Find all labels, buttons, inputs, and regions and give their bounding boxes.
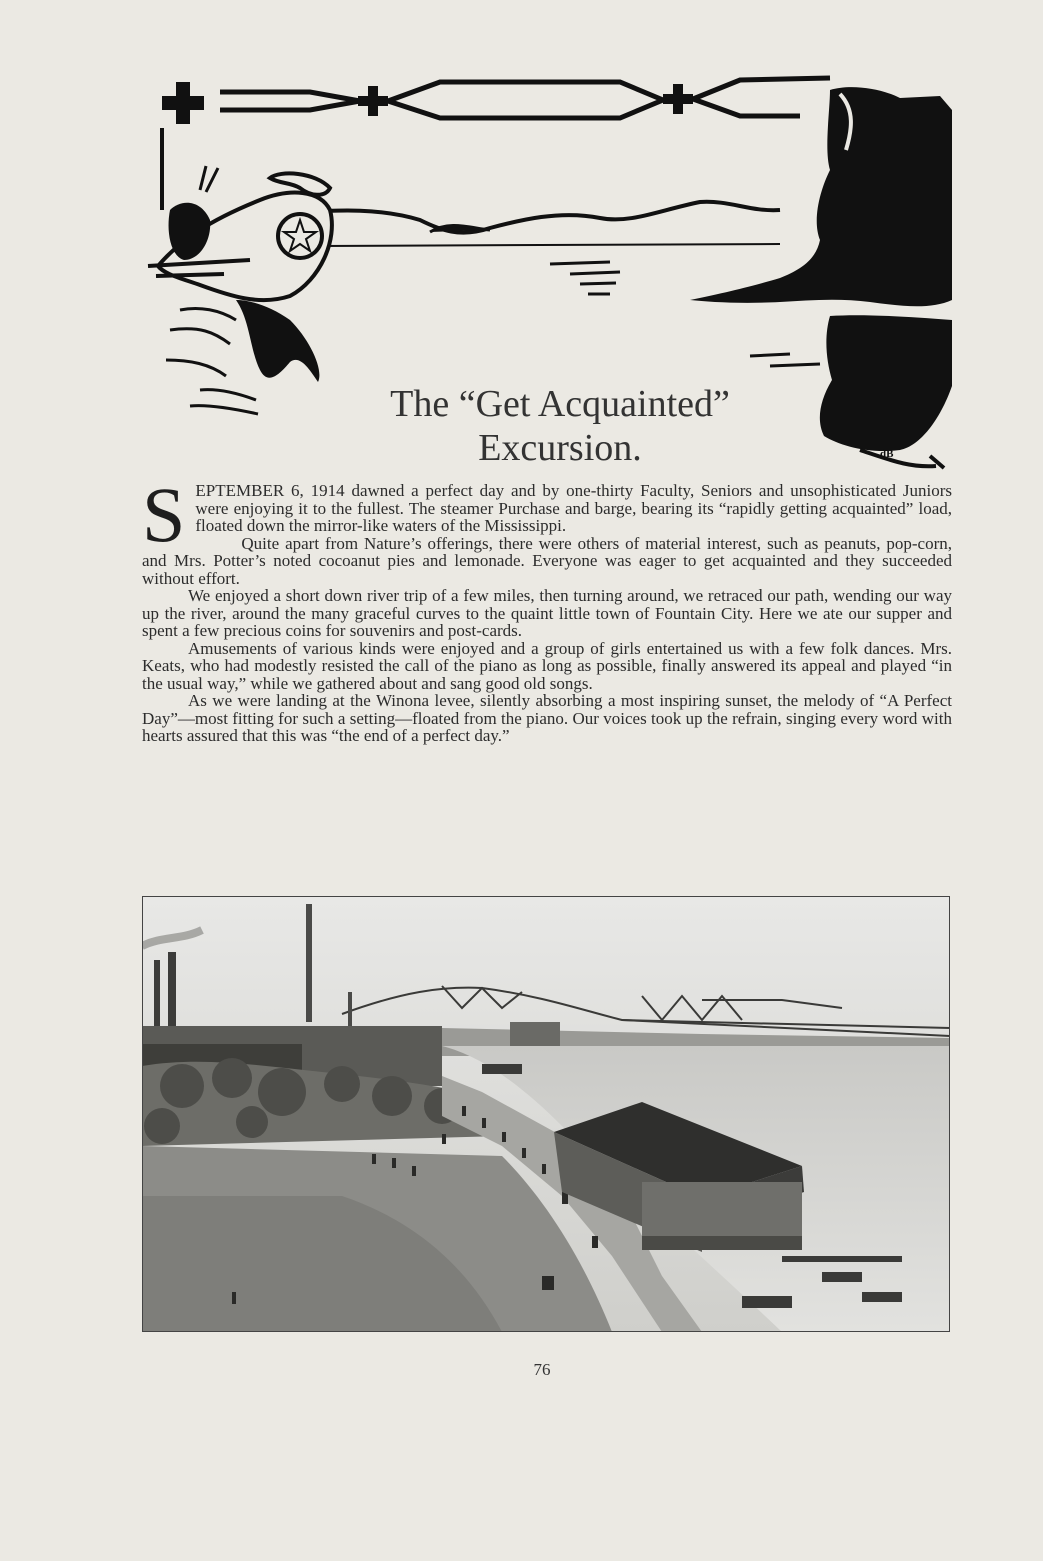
cross-ornament-icon bbox=[162, 82, 204, 124]
page-number: 76 bbox=[533, 1360, 551, 1379]
article-body bbox=[142, 471, 952, 745]
article-paragraph bbox=[142, 471, 952, 558]
drop-cap: S bbox=[142, 471, 186, 558]
article-paragraph: We enjoyed a short down river trip of a few miles, then turning around, we retraced our path, wending our way up the river, around the many graceful curves to the quaint little town of Fountain City. Here we ate our supper and spent a few precious coins for souvenirs and post-cards. bbox=[142, 586, 952, 640]
paragraph-text: EPTEMBER 6, 1914 dawned a perfect day and by one-thirty Faculty, Seniors and unsophisticated Juniors were enjoying it to the fullest. The steamer Purchase and barge, bearing its “rapidly getting acquainted” load, floated down the mirror-like waters of the Mississippi. bbox=[195, 481, 952, 535]
article-paragraph: Amusements of various kinds were enjoyed and a group of girls entertained us with a few folk dances. Mrs. Keats, who had modestly resisted the call of the piano as long as possible, finally answered its appeal and played “in the usual way,” while we gathered about and sang good old songs. bbox=[142, 638, 952, 693]
title-line-2: Excursion. bbox=[478, 427, 642, 469]
article-paragraph: Quite apart from Nature’s offerings, there were others of material interest, such as peanuts, pop-corn, and Mrs. Potter’s noted cocoanut pies and lemonade. Everyone was eager to get acquainted and they succeeded without effort. bbox=[142, 533, 952, 588]
cross-ornament-icon bbox=[663, 84, 693, 114]
artist-monogram: dB bbox=[880, 448, 894, 460]
title-line-1: The “Get Acquainted” bbox=[390, 383, 730, 425]
levee-photograph bbox=[142, 896, 950, 1332]
article-title bbox=[340, 382, 780, 470]
article-paragraph: As we were landing at the Winona levee, silently absorbing a most inspiring sunset, the melody of “A Perfect Day”—most fitting for such a setting—floated from the piano. Our voices took up the refrain, singing every word with hearts assured that this was “the end of a perfect day.” bbox=[142, 691, 952, 745]
